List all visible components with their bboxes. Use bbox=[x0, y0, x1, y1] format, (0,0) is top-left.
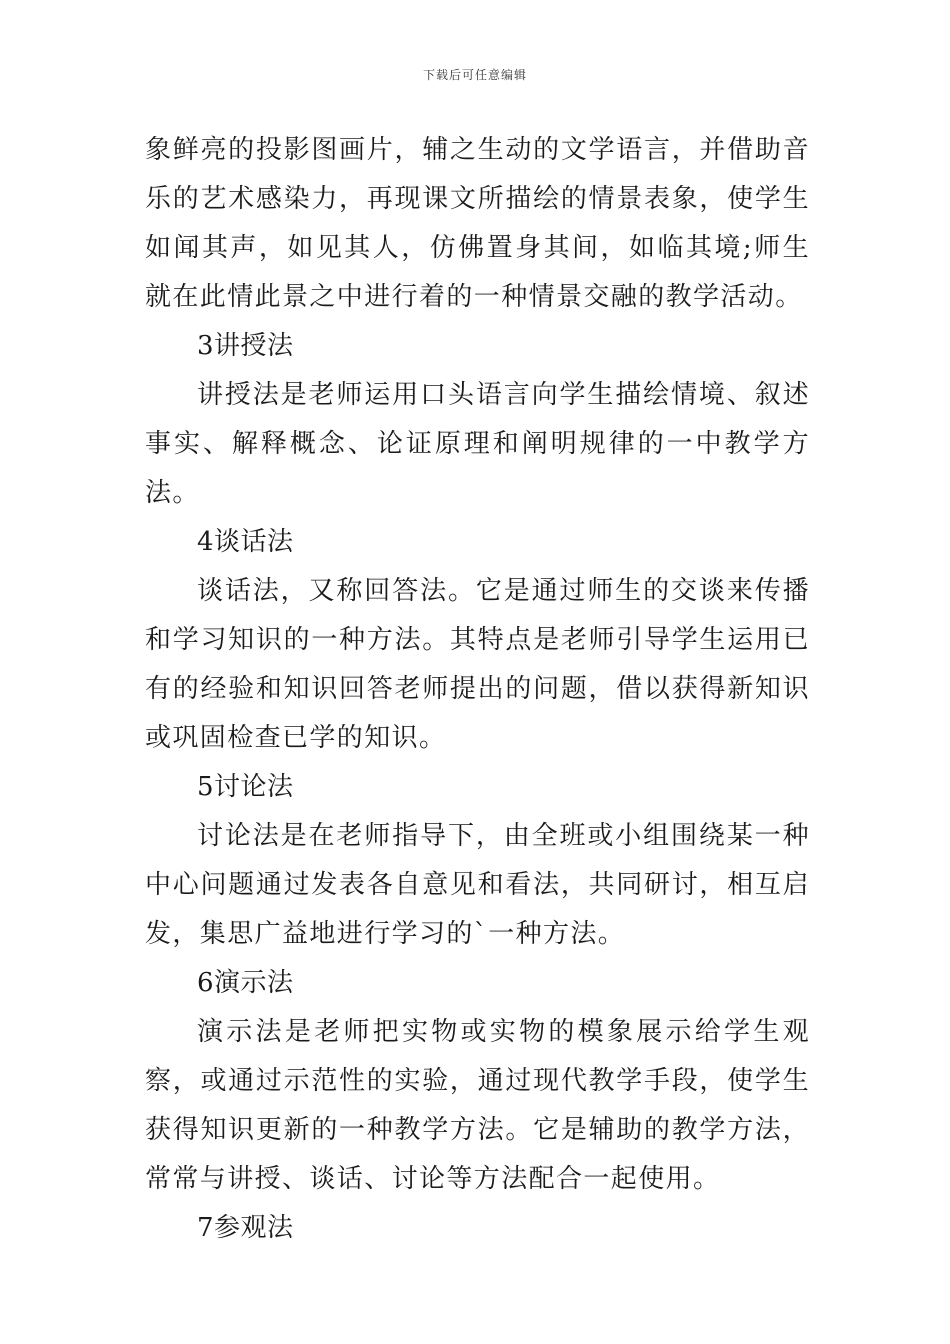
section-heading-demonstration-method: 6演示法 bbox=[197, 968, 294, 998]
paragraph-continuation: 象鲜亮的投影图画片，辅之生动的文学语言，并借助音乐的艺术感染力，再现课文所描绘的情景表象，使学生如闻其声，如见其人，仿佛置身其间，如临其境;师生就在此情此景之中进行着的一种情景交融的教学活动。 bbox=[145, 135, 810, 312]
page-header: 下载后可任意编辑 bbox=[422, 68, 527, 82]
section-heading-discussion-method: 5讨论法 bbox=[197, 772, 294, 802]
section-heading-visit-method: 7参观法 bbox=[197, 1213, 294, 1243]
section-heading-lecture-method: 3讲授法 bbox=[197, 331, 294, 361]
section-heading-conversation-method: 4谈话法 bbox=[197, 527, 294, 557]
paragraph-conversation-method: 谈话法，又称回答法。它是通过师生的交谈来传播和学习知识的一种方法。其特点是老师引导学生运用已有的经验和知识回答老师提出的问题，借以获得新知识或巩固检查已学的知识。 bbox=[145, 576, 810, 753]
document-body bbox=[145, 126, 810, 1253]
paragraph-lecture-method: 讲授法是老师运用口头语言向学生描绘情境、叙述事实、解释概念、论证原理和阐明规律的一中教学方法。 bbox=[145, 380, 810, 508]
paragraph-discussion-method: 讨论法是在老师指导下，由全班或小组围绕某一种中心问题通过发表各自意见和看法，共同研讨，相互启发，集思广益地进行学习的`一种方法。 bbox=[145, 821, 810, 949]
paragraph-demonstration-method: 演示法是老师把实物或实物的模象展示给学生观察，或通过示范性的实验，通过现代教学手段，使学生获得知识更新的一种教学方法。它是辅助的教学方法，常常与讲授、谈话、讨论等方法配合一起使用。 bbox=[145, 1017, 810, 1194]
